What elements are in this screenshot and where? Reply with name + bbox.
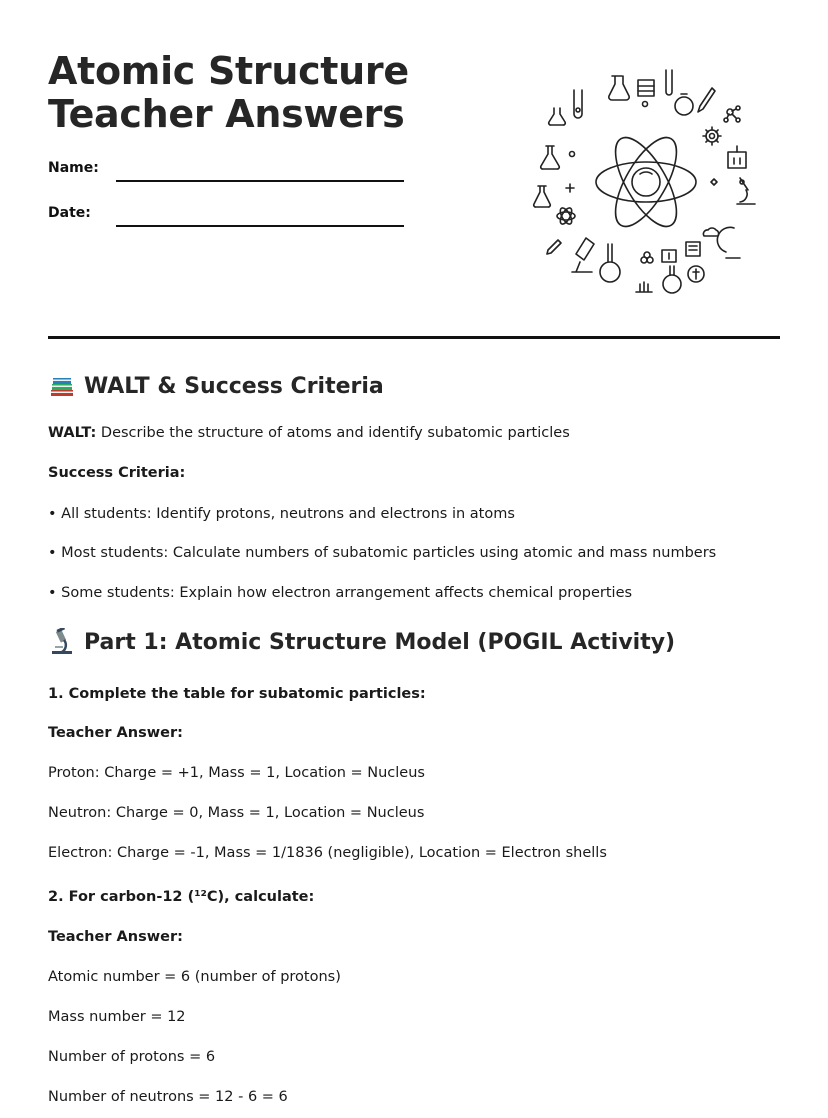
erlenmeyer-icon xyxy=(541,146,560,169)
question-2: 2. For carbon-12 (¹²C), calculate: xyxy=(48,889,315,905)
teacher-answer-label: Teacher Answer: xyxy=(48,929,183,945)
pen-icon xyxy=(698,88,715,112)
walt-label: WALT: xyxy=(48,425,97,441)
flask-icon xyxy=(609,76,629,100)
walt-heading xyxy=(48,372,384,400)
section-divider xyxy=(48,336,780,339)
test-tube-icon xyxy=(666,70,672,95)
answer-line: Electron: Charge = -1, Mass = 1/1836 (negligible), Location = Electron shells xyxy=(48,845,607,861)
microscope-icon xyxy=(48,628,76,656)
criteria-item: • All students: Identify protons, neutrons and electrons in atoms xyxy=(48,506,515,522)
walt-text: Describe the structure of atoms and identify subatomic particles xyxy=(96,425,570,441)
science-atom-illustration xyxy=(528,68,764,296)
criteria-item: • Most students: Calculate numbers of subatomic particles using atomic and mass numbers xyxy=(48,545,717,561)
bottom-molecule-icon xyxy=(641,252,653,263)
teacher-answer-label: Teacher Answer: xyxy=(48,725,183,741)
small-flask-icon xyxy=(549,108,566,125)
question-1: 1. Complete the table for subatomic particles: xyxy=(48,686,426,702)
round-flask-icon xyxy=(675,94,693,115)
date-label: Date: xyxy=(48,205,91,221)
molecule-icon xyxy=(724,106,740,122)
pencil-icon xyxy=(547,240,561,254)
lab-device-icon xyxy=(728,146,746,168)
plant-icon xyxy=(636,282,652,292)
plus-icon xyxy=(566,184,574,192)
cloud-icon xyxy=(703,228,718,236)
date-field[interactable] xyxy=(116,225,404,227)
books-icon xyxy=(48,372,76,400)
microscope-bottom-icon xyxy=(572,238,594,272)
conical-flask-icon xyxy=(534,186,551,207)
microscope-icon xyxy=(737,178,755,204)
page-title xyxy=(48,50,409,136)
answer-line: Neutron: Charge = 0, Mass = 1, Location = Nucleus xyxy=(48,805,425,821)
name-label: Name: xyxy=(48,160,99,176)
title-line-1: Atomic Structure xyxy=(48,49,409,93)
success-criteria-label: Success Criteria: xyxy=(48,465,186,481)
gear-icon xyxy=(703,127,721,145)
small-atom-icon xyxy=(557,206,575,226)
cycle-icon xyxy=(688,266,704,282)
walt-line xyxy=(48,425,570,441)
bottom-right-flask-icon xyxy=(663,266,681,293)
answer-line: Mass number = 12 xyxy=(48,1009,186,1025)
bubble-icon xyxy=(570,152,575,157)
criteria-item: • Some students: Explain how electron arrangement affects chemical properties xyxy=(48,585,633,601)
walt-heading-text: WALT & Success Criteria xyxy=(84,373,384,399)
answer-line: Number of neutrons = 12 - 6 = 6 xyxy=(48,1089,288,1105)
name-field[interactable] xyxy=(116,180,404,182)
magnifier-icon xyxy=(717,227,740,258)
answer-line: Number of protons = 6 xyxy=(48,1049,216,1065)
calculator-icon xyxy=(686,242,700,256)
answer-line: Proton: Charge = +1, Mass = 1, Location = Nucleus xyxy=(48,765,425,781)
test-tube-rack-icon xyxy=(574,90,582,118)
bubble-icon xyxy=(643,102,648,107)
bottom-flask-icon xyxy=(600,244,620,282)
part1-heading-text: Part 1: Atomic Structure Model (POGIL Activity) xyxy=(84,629,676,655)
part1-heading xyxy=(48,628,675,656)
element-card-icon xyxy=(662,250,676,262)
atom-icon xyxy=(596,129,696,236)
beaker-icon xyxy=(638,80,654,96)
sparkle-icon xyxy=(711,179,717,185)
title-line-2: Teacher Answers xyxy=(48,92,405,136)
answer-line: Atomic number = 6 (number of protons) xyxy=(48,969,341,985)
